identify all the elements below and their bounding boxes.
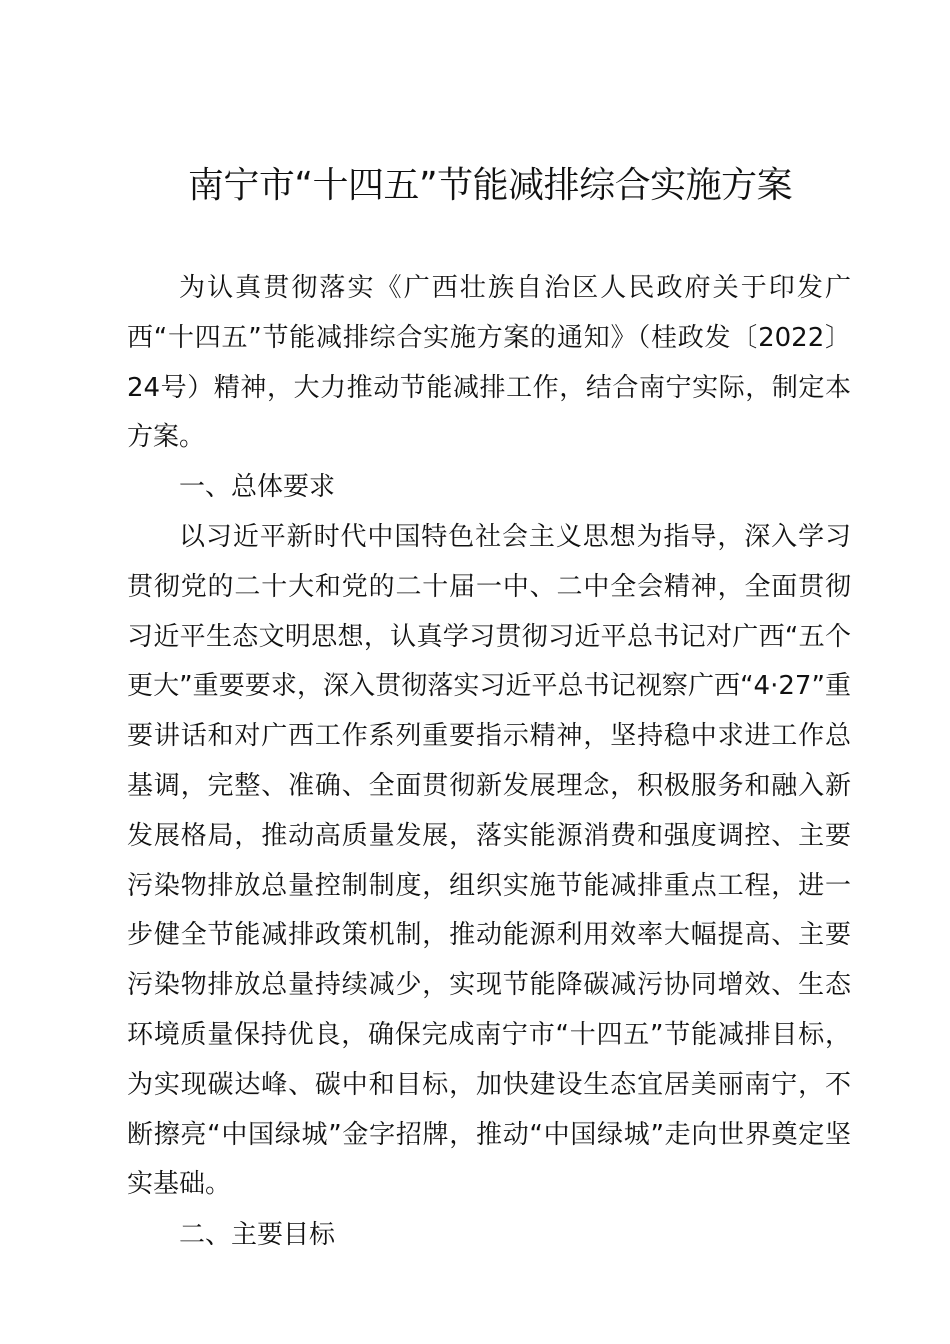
document-body [127,264,851,1261]
intro-paragraph: 为认真贯彻落实《广西壮族自治区人民政府关于印发广西“十四五”节能减排综合实施方案的通知》（桂政发〔2022〕24号）精神，大力推动节能减排工作，结合南宁实际，制定本方案。 [127,273,851,453]
section-heading-general-requirements: 一、总体要求 [179,472,336,503]
general-requirements-paragraph: 以习近平新时代中国特色社会主义思想为指导，深入学习贯彻党的二十大和党的二十届一中、二中全会精神，全面贯彻习近平生态文明思想，认真学习贯彻习近平总书记对广西“五个更大”重要要求，深入贯彻落实习近平总书记视察广西“4·27”重要讲话和对广西工作系列重要指示精神，坚持稳中求进工作总基调，完整、准确、全面贯彻新发展理念，积极服务和融入新发展格局，推动高质量发展，落实能源消费和强度调控、主要污染物排放总量控制制度，组织实施节能减排重点工程，进一步健全节能减排政策机制，推动能源利用效率大幅提高、主要污染物排放总量持续减少，实现节能降碳减污协同增效、生态环境质量保持优良，确保完成南宁市“十四五”节能减排目标，为实现碳达峰、碳中和目标，加快建设生态宜居美丽南宁，不断擦亮“中国绿城”金字招牌，推动“中国绿城”走向世界奠定坚实基础。 [127,521,851,1200]
section-heading-main-targets: 二、主要目标 [179,1220,336,1251]
document-title: 南宁市“十四五”节能减排综合实施方案 [187,165,793,206]
